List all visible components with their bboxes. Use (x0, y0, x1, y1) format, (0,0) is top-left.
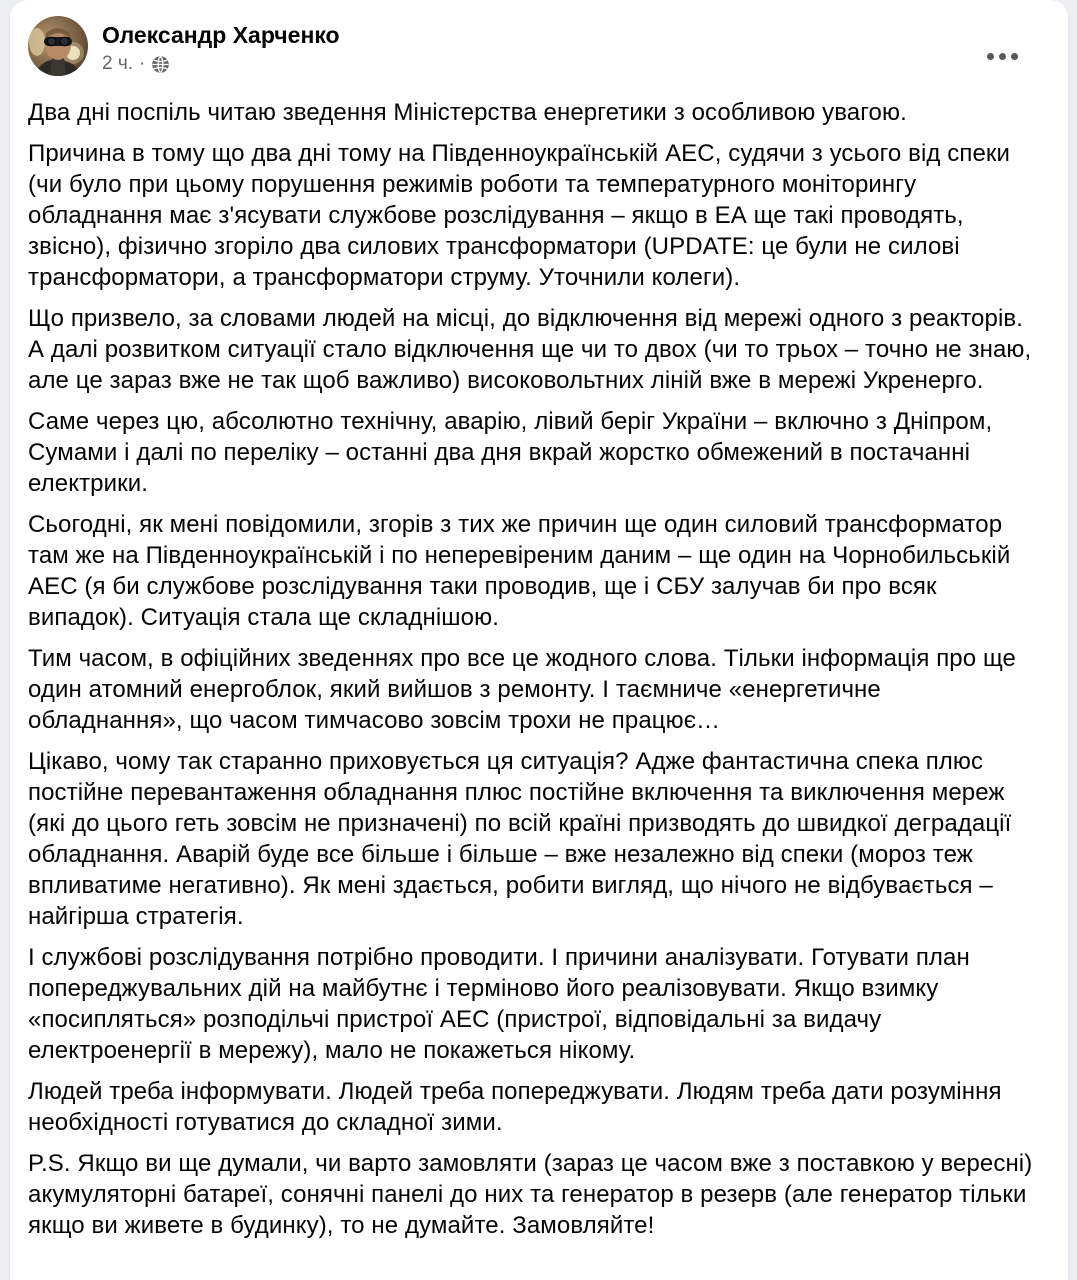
post-paragraph: P.S. Якщо ви ще думали, чи варто замовляти (зараз це часом вже з поставкою у вересні) акумуляторні батареї, сонячні панелі до них та генератор в резерв (але генератор тільки якщо ви живете в будинку), то не думайте. Замовляйте! (28, 1150, 1033, 1239)
timestamp[interactable]: 2 ч. (102, 53, 134, 74)
avatar[interactable] (28, 16, 88, 76)
post-paragraph: Саме через цю, абсолютно технічну, аварію, лівий беріг України – включно з Дніпром, Сумами і далі по переліку – останні два дня вкрай жорстко обмежений в постачанні електрики. (28, 408, 993, 497)
ellipsis-icon (987, 53, 1018, 60)
post-menu-button[interactable] (974, 34, 1030, 78)
globe-icon (151, 55, 170, 74)
post-card (10, 0, 1068, 1280)
post-meta (102, 52, 340, 76)
post-paragraph: Що призвело, за словами людей на місці, до відключення від мережі одного з реакторів. А далі розвитком ситуації стало відключення ще чи то двох (чи то трьох – точно не знаю, але це зараз вже не так щоб важливо) високовольтних ліній вже в мережі Укренерго. (28, 305, 1032, 394)
post-paragraph: Два дні поспіль читаю зведення Міністерства енергетики з особливою увагою. (28, 99, 907, 126)
post-paragraph: Людей треба інформувати. Людей треба попереджувати. Людям треба дати розуміння необхідності готуватися до складної зими. (28, 1078, 1002, 1136)
header-text (102, 16, 340, 76)
post-paragraph: Цікаво, чому так старанно приховується ця ситуація? Адже фантастична спека плюс постійне перевантаження обладнання плюс постійне включення та виключення мереж (які до цього геть зовсім не призначені) по всій країні призводять до швидкої деградації обладнання. Аварій буде все більше і більше – вже незалежно від спеки (мороз теж впливатиме негативно). Як мені здається, робити вигляд, що нічого не відбувається – найгірша стратегія. (28, 748, 1012, 930)
meta-separator: · (139, 53, 146, 74)
post-body (28, 97, 1040, 1241)
post-paragraph: Тим часом, в офіційних зведеннях про все це жодного слова. Тільки інформація про ще один атомний енергоблок, який вийшов з ремонту. І таємниче «енергетичне обладнання», що часом тимчасово зовсім трохи не працює… (28, 645, 1016, 734)
post-header (28, 16, 1040, 76)
post-paragraph: Сьогодні, як мені повідомили, згорів з тих же причин ще один силовий трансформатор там же на Південноукраїнській і по неперевіреним даним – ще один на Чорнобильській АЕС (я би службове розслідування таки проводив, ще і СБУ залучав би про всяк випадок). Ситуація стала ще складнішою. (28, 511, 1011, 631)
post-paragraph: Причина в тому що два дні тому на Південноукраїнській АЕС, судячи з усього від спеки (чи було при цьому порушення режимів роботи та температурного моніторингу обладнання має з'ясувати службове розслідування – якщо в ЕА ще такі проводять, звісно), фізично згоріло два силових трансформатори (UPDATE: це були не силові трансформатори, а трансформатори струму. Уточнили колеги). (28, 140, 1011, 291)
post-paragraph: І службові розслідування потрібно проводити. І причини аналізувати. Готувати план попереджувальних дій на майбутнє і терміново його реалізовувати. Якщо взимку «посипляться» розподільчі пристрої АЕС (пристрої, відповідальні за видачу електроенергії в мережу), мало не покажеться нікому. (28, 944, 970, 1064)
avatar-photo (28, 16, 88, 76)
author-name[interactable]: Олександр Харченко (102, 22, 340, 48)
